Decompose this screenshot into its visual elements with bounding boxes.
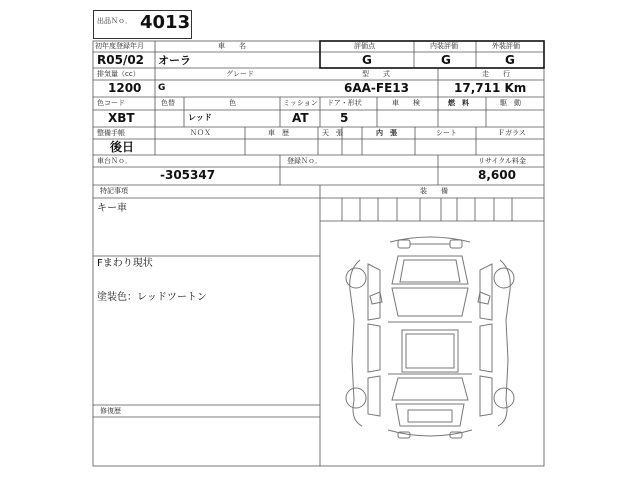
front-glass-label: Ｆガラス xyxy=(498,129,526,137)
manual-label: 整備手帳 xyxy=(97,129,125,137)
displacement: 1200 xyxy=(108,81,142,95)
chassis-label: 車台Ｎｏ． xyxy=(97,157,132,165)
mission: AT xyxy=(292,111,309,125)
chassis-number: -305347 xyxy=(160,168,216,182)
car-name-label: 車 名 xyxy=(218,42,246,50)
lot-number: 4013 xyxy=(140,12,191,33)
exterior-grade: G xyxy=(505,53,515,67)
score-label: 評価点 xyxy=(354,42,375,50)
nox-label: ＮＯＸ xyxy=(190,129,211,137)
sunroof-label: 天 張 xyxy=(322,129,343,137)
interior-lining-label: 内 張 xyxy=(376,129,397,137)
color-change-label: 色替 xyxy=(161,99,175,107)
color-code-label: 色コード xyxy=(97,99,125,107)
color-code: XBT xyxy=(108,111,135,125)
color-label: 色 xyxy=(229,99,236,107)
grade: G xyxy=(158,83,166,93)
model-label: 型 式 xyxy=(362,70,390,78)
reg-year: R05/02 xyxy=(97,53,145,67)
maintenance-manual: 後日 xyxy=(110,140,135,154)
registration-label: 登録Ｎｏ． xyxy=(287,157,322,165)
displacement-label: 排気量（cc） xyxy=(97,70,140,78)
note-line: Fまわり現状 xyxy=(97,258,153,269)
history-label: 車 歴 xyxy=(268,129,289,137)
note-line: キー車 xyxy=(97,203,127,214)
grade-label: グレード xyxy=(226,70,254,78)
notes-label: 特記事項 xyxy=(100,187,128,195)
score: G xyxy=(362,53,372,67)
car-name: オーラ xyxy=(158,54,191,67)
reg-year-label: 初年度登録年月 xyxy=(95,42,144,50)
mileage-label: 走 行 xyxy=(482,70,510,78)
equipment-label: 装 備 xyxy=(420,187,448,195)
doors-label: ドア・形状 xyxy=(327,99,362,107)
color: レッド xyxy=(188,113,212,122)
seat-label: シート xyxy=(436,129,457,137)
car-damage-diagram[interactable] xyxy=(340,230,520,450)
recycle-fee-label: リサイクル料金 xyxy=(478,157,527,165)
fuel-label: 燃 料 xyxy=(448,99,469,107)
interior-grade: G xyxy=(441,53,451,67)
inspection-label: 車 検 xyxy=(392,99,420,107)
note-line: 塗装色：レッドツートン xyxy=(97,292,207,303)
interior-label: 内装評価 xyxy=(430,42,458,50)
repair-history-label: 修復歴 xyxy=(100,407,121,415)
doors: 5 xyxy=(340,111,349,125)
mission-label: ミッション xyxy=(283,99,318,107)
lot-number-label: 出品Ｎｏ． xyxy=(97,17,132,25)
drive-label: 駆 動 xyxy=(500,99,521,107)
model-code: 6AA-FE13 xyxy=(344,81,409,95)
exterior-label: 外装評価 xyxy=(492,42,520,50)
recycle-fee: 8,600 xyxy=(478,168,516,182)
mileage: 17,711 Km xyxy=(454,81,527,95)
